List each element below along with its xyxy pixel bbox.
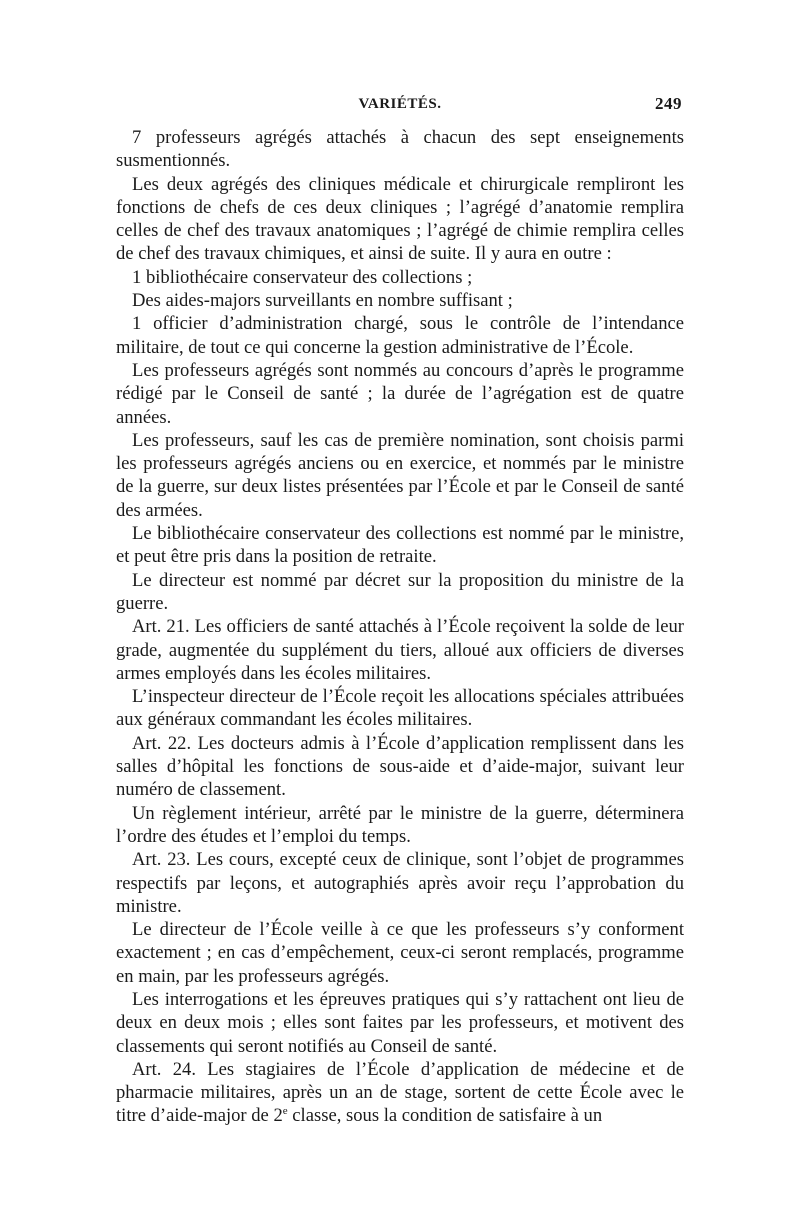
paragraph: Le directeur de l’École veille à ce que les professeurs s’y conforment exactement ; en cas d’empêchement, ceux-ci seront remplacés, programme en main, par les professeurs agrégés. <box>116 919 684 987</box>
paragraph: 1 officier d’administration chargé, sous le contrôle de l’intendance militaire, de tout ce qui concerne la gestion administrative de l’École. <box>116 313 684 358</box>
paragraph: Art. 24. Les stagiaires de l’École d’application de médecine et de pharmacie militaires, après un an de stage, sortent de cette École avec le titre d’aide-major de 2e classe, sous la condition de satisfaire à un <box>116 1058 684 1127</box>
paragraph: Art. 22. Les docteurs admis à l’École d’application remplissent dans les salles d’hôpital les fonctions de sous-aide et d’aide-major, suivant leur numéro de classement. <box>116 732 684 801</box>
running-header <box>116 96 684 126</box>
page <box>116 96 684 1128</box>
paragraph: 7 professeurs agrégés attachés à chacun des sept enseignements susmentionnés. <box>116 127 684 172</box>
paragraph: Le bibliothécaire conservateur des collections est nommé par le ministre, et peut être pris dans la position de retraite. <box>116 523 684 568</box>
paragraph: Les professeurs, sauf les cas de première nomination, sont choisis parmi les professeurs agrégés anciens ou en exercice, et nommés par le ministre de la guerre, sur deux listes présentées par l’École et par le Conseil de santé des armées. <box>116 429 684 521</box>
running-title: VARIÉTÉS. <box>358 96 442 112</box>
paragraph: 1 bibliothécaire conservateur des collections ; <box>132 266 473 288</box>
paragraph: Un règlement intérieur, arrêté par le ministre de la guerre, déterminera l’ordre des études et l’emploi du temps. <box>116 802 684 847</box>
paragraph: Les deux agrégés des cliniques médicale et chirurgicale rempliront les fonctions de chefs de ces deux cliniques ; l’agrégé d’anatomie remplira celles de chef des travaux anatomiques ; l’agrégé de chimie remplira celles de chef des travaux chimiques, et ainsi de suite. Il y aura en outre : <box>116 173 684 265</box>
paragraph: Art. 23. Les cours, excepté ceux de clinique, sont l’objet de programmes respectifs par leçons, et autographiés après avoir reçu l’approbation du ministre. <box>116 849 684 917</box>
paragraph: Les professeurs agrégés sont nommés au concours d’après le programme rédigé par le Conseil de santé ; la durée de l’agrégation est de quatre années. <box>116 359 684 428</box>
paragraph: Art. 21. Les officiers de santé attachés à l’École reçoivent la solde de leur grade, augmentée du supplément du tiers, alloué aux officiers de diverses armes employés dans les écoles militaires. <box>116 616 684 684</box>
body-text <box>116 126 684 1128</box>
paragraph: Le directeur est nommé par décret sur la proposition du ministre de la guerre. <box>116 569 684 614</box>
page-number: 249 <box>655 94 682 113</box>
paragraph: Les interrogations et les épreuves pratiques qui s’y rattachent ont lieu de deux en deux mois ; elles sont faites par les professeurs, et motivent des classements qui seront notifiés au Conseil de santé. <box>116 988 684 1057</box>
paragraph: Des aides-majors surveillants en nombre suffisant ; <box>132 290 513 312</box>
paragraph: L’inspecteur directeur de l’École reçoit les allocations spéciales attribuées aux généraux commandant les écoles militaires. <box>116 686 684 731</box>
